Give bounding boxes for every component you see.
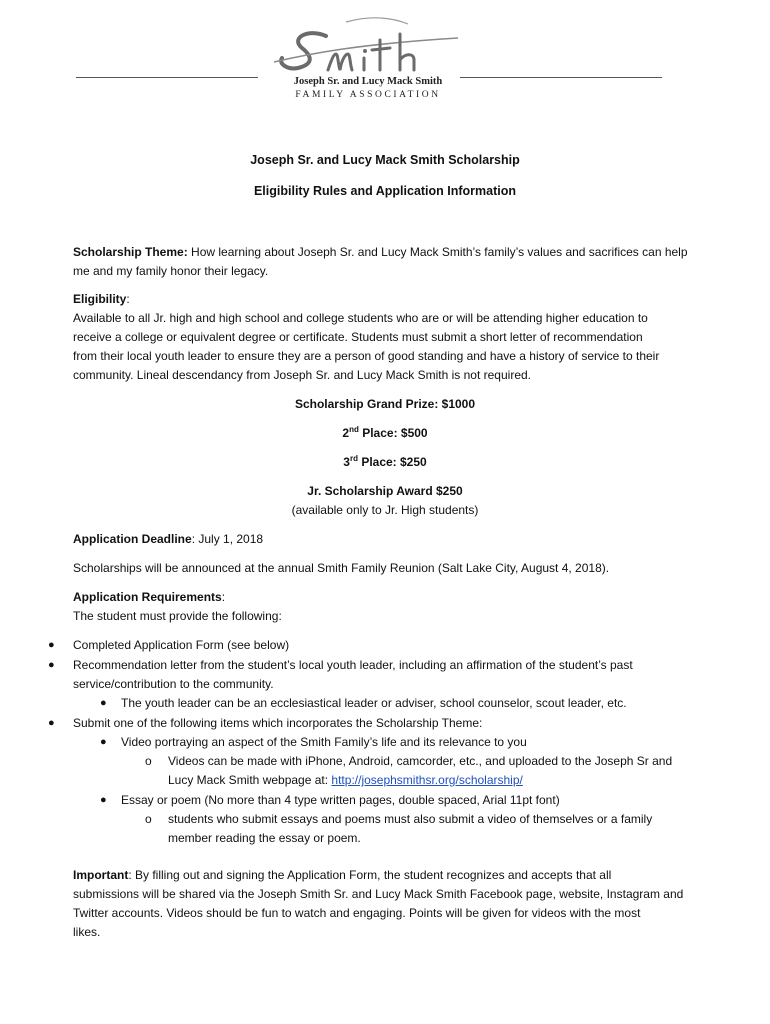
eligibility-label: Eligibility [73,292,127,306]
requirement-item-2-line-2: service/contribution to the community. [73,677,274,691]
grand-prize: Scholarship Grand Prize: $1000 [294,397,476,411]
essay-sub-line-2: member reading the essay or poem. [168,831,361,845]
requirements-label: Application Requirements [73,590,222,604]
third-place-number: 3 [343,455,350,469]
scholarship-webpage-link[interactable]: http://josephsmithsr.org/scholarship/ [331,773,523,787]
requirement-item-2-line-1: Recommendation letter from the student’s local youth leader, including an affirmation of the student’s past [73,658,633,672]
theme-line-1 [73,243,688,262]
requirement-item-3: Submit one of the following items which incorporates the Scholarship Theme: [73,716,483,730]
circle-bullet-icon: o [145,754,152,768]
theme-label: Scholarship Theme: [73,245,188,259]
bullet-icon: ● [48,639,55,651]
eligibility-line-3: from their local youth leader to ensure they are a person of good standing and have a history of service to their [73,349,660,363]
third-place-prize [0,453,770,472]
document-title: Joseph Sr. and Lucy Mack Smith Scholarship [250,153,520,167]
third-place-amount: Place: $250 [357,455,427,469]
jr-scholarship-note: (available only to Jr. High students) [291,503,479,517]
letterhead-rule-left [76,77,258,78]
eligibility-heading [73,290,130,309]
important-text-1: : By filling out and signing the Application Form, the student recognizes and accepts that all [128,868,612,882]
eligibility-colon: : [126,292,130,306]
jr-scholarship-award: Jr. Scholarship Award $250 [307,484,463,498]
requirement-item-2-sub: The youth leader can be an ecclesiastical leader or adviser, school counselor, scout leader, etc. [121,696,627,710]
requirement-item-1: Completed Application Form (see below) [73,638,290,652]
second-place-prize [0,424,770,443]
logo-name-text: Joseph Sr. and Lucy Mack Smith [293,76,443,87]
important-label: Important [73,868,129,882]
requirement-essay: Essay or poem (No more than 4 type written pages, double spaced, Arial 11pt font) [121,793,560,807]
eligibility-line-1: Available to all Jr. high and high school and college students who are or will be attending higher education to [73,311,648,325]
video-sub-line-2 [168,771,523,790]
important-line-1 [73,866,611,885]
second-place-number: 2 [342,426,350,440]
smith-script-logo-graphic [268,14,468,76]
circle-bullet-icon: o [145,812,152,826]
bullet-icon: ● [100,794,107,806]
announcement-text: Scholarships will be announced at the annual Smith Family Reunion (Salt Lake City, August 4, 2018). [73,561,610,575]
smith-family-logo [268,14,468,106]
theme-line-2: me and my family honor their legacy. [73,264,269,278]
bullet-icon: ● [48,659,55,671]
logo-association-text: FAMILY ASSOCIATION [295,90,441,100]
eligibility-line-4: community. Lineal descendancy from Joseph Sr. and Lucy Mack Smith is not required. [73,368,531,382]
requirements-colon: : [221,590,226,604]
requirements-intro: The student must provide the following: [73,609,282,623]
video-sub-line-1: Videos can be made with iPhone, Android, camcorder, etc., and uploaded to the Joseph Sr and [168,754,673,768]
bullet-icon: ● [48,717,55,729]
second-place-amount: Place: $500 [358,426,428,440]
letterhead-rule-right [460,77,662,78]
essay-sub-line-1: students who submit essays and poems must also submit a video of themselves or a family [168,812,653,826]
second-place-ordinal: nd [349,425,359,434]
important-line-4: likes. [73,925,101,939]
theme-text-1: How learning about Joseph Sr. and Lucy Mack Smith’s family’s values and sacrifices can help [187,245,688,259]
document-subtitle: Eligibility Rules and Application Information [253,184,517,198]
third-place-ordinal: rd [349,454,358,463]
eligibility-line-2: receive a college or equivalent degree or certificate. Students must submit a short letter of recommendation [73,330,643,344]
bullet-icon: ● [100,736,107,748]
requirements-heading [73,588,225,607]
important-line-3: Twitter accounts. Videos should be fun to watch and engaging. Points will be given for videos with the most [73,906,641,920]
important-line-2: submissions will be shared via the Joseph Smith Sr. and Lucy Mack Smith Facebook page, website, Instagram and [73,887,684,901]
deadline-label: Application Deadline [73,532,192,546]
application-deadline [73,530,263,549]
bullet-icon: ● [100,697,107,709]
video-sub-prefix: Lucy Mack Smith webpage at: [168,773,332,787]
requirement-video: Video portraying an aspect of the Smith Family’s life and its relevance to you [121,735,527,749]
deadline-value: : July 1, 2018 [191,532,264,546]
